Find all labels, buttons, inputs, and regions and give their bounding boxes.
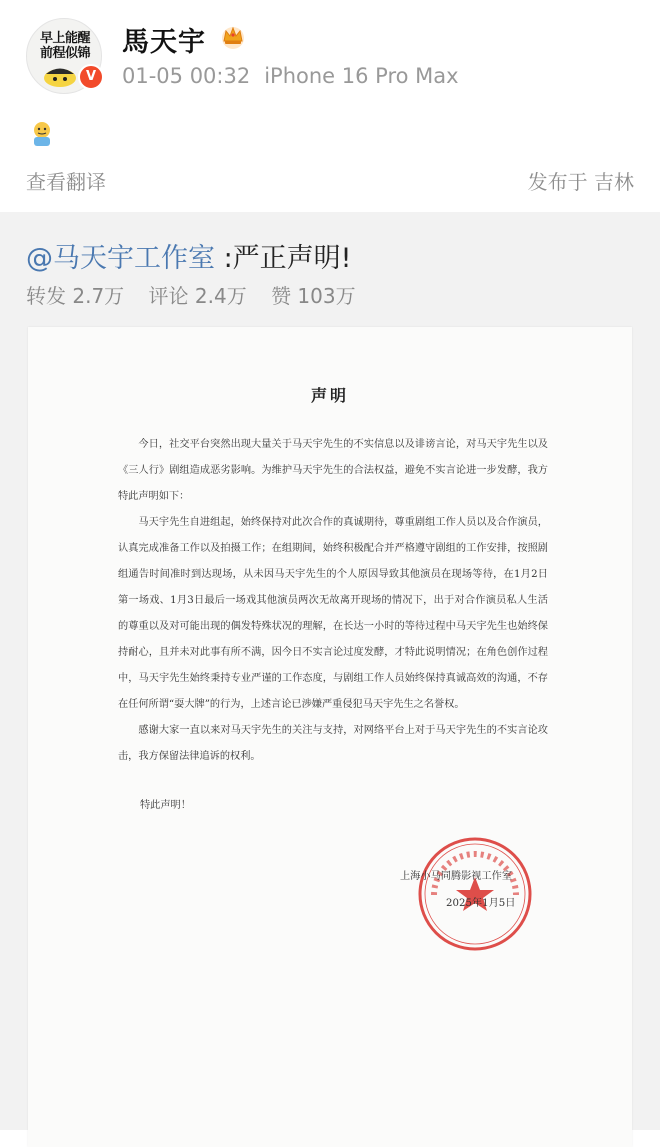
statement-body (118, 432, 548, 770)
like-count[interactable]: 赞 103万 (271, 284, 356, 308)
statement-paragraph-1: 今日，社交平台突然出现大量关于马天宇先生的不实信息以及诽谤言论，对马天宇先生以及《三人行》剧组造成恶劣影响。为维护马天宇先生的合法权益，避免不实言论进一步发酵，我方特此声明如下： (118, 439, 548, 502)
crown-icon (218, 22, 248, 50)
statement-title: 声明 (310, 386, 349, 405)
cartoon-face-icon (43, 65, 77, 87)
post-device: iPhone 16 Pro Max (264, 64, 459, 88)
statement-paragraph-3: 感谢大家一直以来对马天宇先生的关注与支持，对网络平台上对于马天宇先生的不实言论攻击，我方保留法律追诉的权利。 (118, 725, 548, 762)
avatar-caption (33, 31, 97, 61)
statement-image[interactable] (28, 327, 632, 1147)
reposted-content[interactable] (0, 212, 660, 1130)
repost-title-text: :严正声明! (215, 243, 352, 274)
avatar[interactable] (26, 18, 102, 94)
avatar-caption-line1: 早上能醒 (39, 31, 90, 46)
comment-count[interactable]: 评论 2.4万 (148, 284, 247, 308)
statement-paragraph-2: 马天宇先生自进组起，始终保持对此次合作的真诚期待，尊重剧组工作人员以及合作演员，认真完成准备工作以及拍摄工作；在组期间，始终积极配合并严格遵守剧组的工作安排，按照剧组通告时间准时到达现场，从未因马天宇先生的个人原因导致其他演员在现场等待，在1月2日第一场戏、1月3日最后一场戏其他演员两次无故离开现场的情况下，出于对合作演员私人生活的尊重以及对可能出现的偶发特殊状况的理解，在长达一小时的等待过程中马天宇先生也始终保持耐心，且并未对此事有所不满，因今日不实言论过度发酵，才特此说明情况；在角色创作过程中，马天宇先生始终秉持专业严谨的工作态度，与剧组工作人员始终保持真诚高效的沟通，不存在任何所谓“耍大牌”的行为，上述言论已涉嫌严重侵犯马天宇先生之名誉权。 (118, 517, 548, 710)
repost-count[interactable]: 转发 2.7万 (26, 284, 125, 308)
author-name[interactable]: 馬天宇 (122, 27, 206, 58)
post-location: 发布于 吉林 (527, 170, 634, 194)
post-meta (122, 64, 459, 88)
mention-link[interactable]: @马天宇工作室 (26, 243, 215, 274)
translate-link[interactable]: 查看翻译 (26, 170, 106, 194)
statement-date: 2025年1月5日 (446, 898, 516, 909)
avatar-caption-line2: 前程似锦 (39, 46, 90, 61)
post-timestamp: 01-05 00:32 (122, 64, 251, 88)
statement-signoff: 特此声明！ (140, 800, 191, 811)
face-emoji-icon (28, 120, 56, 148)
repost-title (26, 236, 352, 275)
statement-organization: 上海小马同腾影视工作室 (400, 871, 513, 882)
repost-stats (26, 280, 374, 309)
post-header (0, 0, 660, 212)
verified-badge-icon: V (78, 64, 104, 90)
